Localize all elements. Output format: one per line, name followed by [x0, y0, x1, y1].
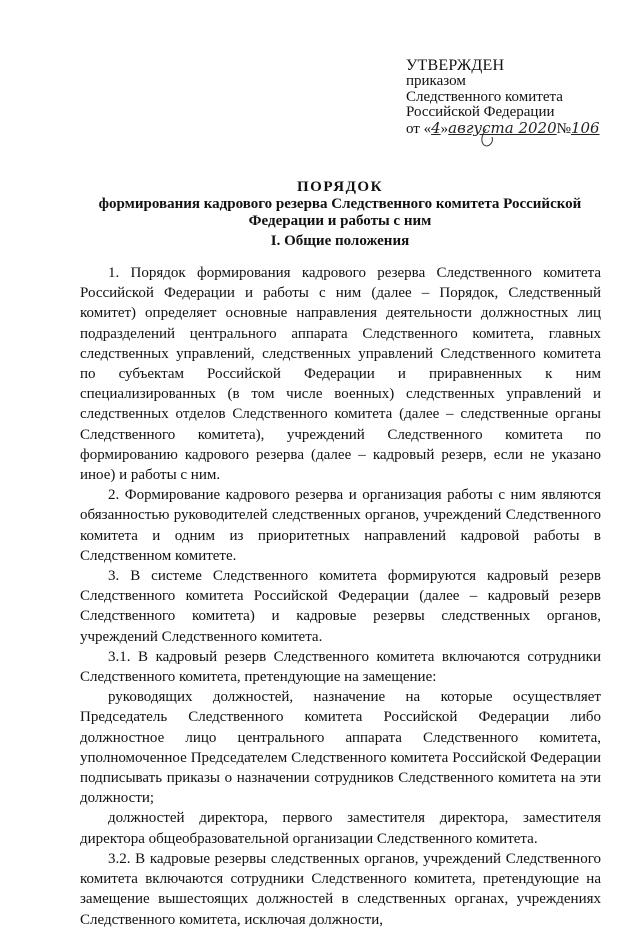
date-month-year: августа 2020 — [448, 119, 557, 138]
paragraph: должностей директора, первого заместителя директора, заместителя директора общеобразовательной организации Следственного комитета. — [80, 810, 601, 847]
paragraph: 2. Формирование кадрового резерва и организация работы с ним являются обязанностью руководителей следственных органов, учреждений Следственного комитета и одним из приоритетных направлений кадровой работы в Следственном комитете. — [80, 487, 601, 564]
heading-line: Федерации и работы с ним — [248, 213, 432, 229]
heading-word: ПОРЯДОК — [297, 179, 383, 195]
heading-line: формирования кадрового резерва Следственного комитета Российской — [98, 196, 582, 212]
approval-block — [406, 58, 621, 138]
approval-line: приказом — [406, 72, 466, 89]
document-heading — [80, 178, 600, 230]
paragraph: 3.1. В кадровый резерв Следственного комитета включаются сотрудники Следственного комитета, претендующие на замещение: — [80, 648, 601, 686]
handwritten-mark — [478, 127, 508, 149]
approval-line: Следственного комитета — [406, 88, 563, 105]
document-body — [80, 263, 601, 930]
approval-line: Российской Федерации — [406, 104, 555, 121]
date-day: 4 — [431, 119, 441, 138]
date-mid: » — [440, 121, 449, 138]
document-number: 106 — [570, 119, 600, 138]
section-title: I. Общие положения — [270, 233, 410, 249]
paragraph: 3. В системе Следственного комитета формируются кадровый резерв Следственного комитета Российской Федерации (далее – кадровый резерв Следственного комитета) и кадровые резервы следственных органов, учреждений Следственного комитета. — [80, 568, 601, 645]
paragraph: 3.2. В кадровые резервы следственных органов, учреждений Следственного комитета включаются сотрудники Следственного комитета, претендующие на замещение вышестоящих должностей в следственных органах, учреждениях Следственного комитета, исключая должности, — [80, 850, 601, 928]
paragraph: руководящих должностей, назначение на которые осуществляет Председатель Следственного комитета Российской Федерации либо должностное лицо центрального аппарата Следственного комитета, уполномоченное Председателем Следственного комитета Российской Федерации подписывать приказы о назначении сотрудников Следственного комитета на эти должности; — [80, 689, 601, 807]
date-prefix: от « — [406, 121, 432, 138]
approval-title: УТВЕРЖДЕН — [406, 57, 505, 74]
paragraph: 1. Порядок формирования кадрового резерва Следственного комитета Российской Федерации и работы с ним (далее – Порядок, Следственный комитет) определяет основные направления деятельности должностных лиц подразделений центрального аппарата Следственного комитета, главных следственных управлений, следственных управлений Следственного комитета по субъектам Российской Федерации и приравненных к ним специализированных (в том числе военных) следственных управлений и следственных отделов Следственного комитета (далее – следственные органы Следственного комитета), учреждений Следственного комитета по формированию кадрового резерва (далее – кадровый резерв, если не указано иное) и работы с ним. — [80, 265, 601, 484]
number-prefix: № — [556, 121, 571, 138]
approval-date-line — [406, 121, 621, 138]
